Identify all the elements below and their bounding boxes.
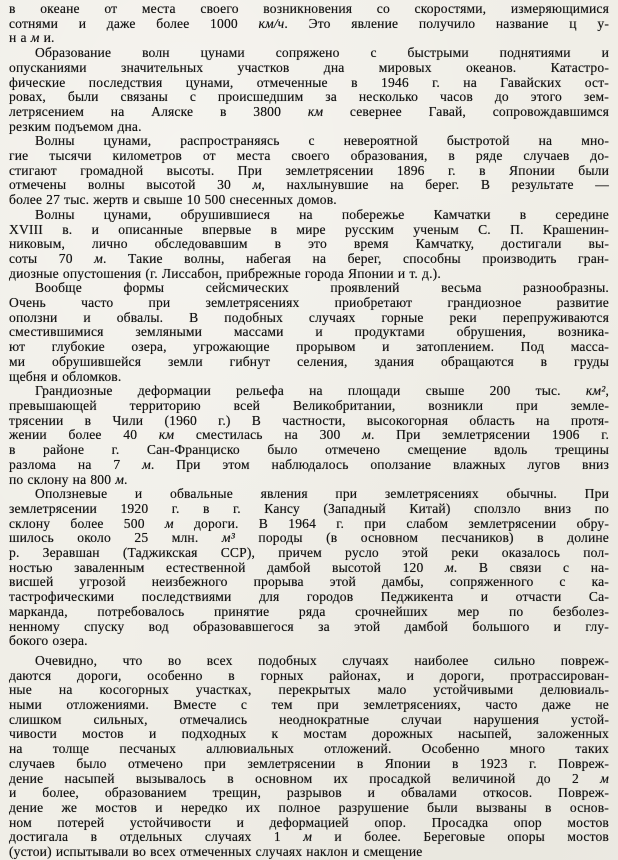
text-line: ми обрушившейся земли гибнут селения, здания обращаются в груды	[9, 353, 609, 369]
text-line: гие тысячи километров от места своего образования, в ряде случаев до-	[9, 148, 609, 164]
text-line: фические последствия цунами, отмеченные в 1946 г. на Гавайских ост-	[9, 74, 609, 90]
text-line: щебня и обломков.	[9, 368, 122, 384]
text-line: диозные опустошения (г. Лиссабон, прибрежные города Японии и т. д.).	[9, 265, 441, 281]
text-line: бокого озера.	[9, 633, 88, 649]
text-line: Волны цунами, обрушившиеся на побережье Камчатки в середине	[35, 206, 609, 222]
text-line: резким подъемом дна.	[9, 118, 142, 134]
text-line: трясении в Чили (1960 г.) В частности, высокогорная область на протя-	[9, 412, 609, 428]
text-line: дение же мостов и нередко их полное разрушение были вызваны в основ-	[9, 799, 609, 815]
text-line: висшей угрозой неизбежного прорыва этой дамбы, сопряженного с ка-	[9, 574, 609, 590]
text-line: сместившимися земляными массами и продуктами обрушения, возника-	[9, 324, 609, 340]
text-line: ные на косогорных участках, перекрытых мало устойчивыми делювиаль-	[9, 682, 609, 698]
text-line: стигают громадной высоты. При землетрясении 1896 г. в Японии были	[9, 162, 609, 178]
text-line: ют глубокие озера, угрожающие прорывом и затоплением. Под масса-	[9, 339, 609, 355]
text-line: в районе г. Сан-Франциско было отмечено смещение вдоль трещины	[9, 442, 609, 458]
text-line: Очень часто при землетрясениях приобретают грандиозное развитие	[9, 295, 609, 311]
text-line: даются дороги, особенно в горных районах, и дороги, протрассирован-	[9, 667, 609, 683]
text-line: марканда, потребовалось принятие ряда срочнейших мер по безболез-	[9, 603, 609, 619]
text-line: превышающей территорию всей Великобритании, возникли при земле-	[9, 397, 609, 413]
text-line: Грандиозные деформации рельефа на площади свыше 200 тыс. км²,	[35, 383, 609, 399]
text-line: н а м и.	[9, 30, 55, 46]
text-line: Вообще формы сейсмических проявлений весьма разнообразны.	[35, 280, 609, 296]
paragraph	[9, 208, 609, 282]
text-line: чивости мостов и подходных к мостам дорожных насыпей, заложенных	[9, 726, 609, 742]
text-line: Очевидно, что во всех подобных случаях наиболее сильно повреж-	[35, 652, 609, 668]
text-line: р. Зеравшан (Таджикская ССР), причем русло этой реки оказалось пол-	[9, 545, 609, 561]
text-line: ровах, были связаны с происшедшим за несколько часов до этого зем-	[9, 89, 609, 105]
text-line: более 27 тыс. жертв и свыше 10 500 снесенных домов.	[9, 192, 337, 208]
text-line: дение насыпей вызывалось в основном их просадкой величиной до 2 м	[9, 770, 609, 786]
text-line: по склону на 800 м.	[9, 471, 128, 487]
text-line: слишком сильных, отмечались неоднократные случаи нарушения устой-	[9, 711, 609, 727]
text-line: ненному спуску вод образовавшегося за этой дамбой большого и глу-	[9, 618, 609, 634]
text-line: Оползневые и обвальные явления при землетрясениях обычны. При	[35, 486, 609, 502]
text-line: отмечены волны высотой 30 м, нахлынувшие на берег. В результате —	[9, 177, 609, 193]
text-line: в океане от места своего возникновения со скоростями, измеряющимися	[9, 1, 609, 16]
text-line: XVIII в. и описанные впервые в мире русским ученым С. П. Крашенин-	[9, 221, 609, 237]
text-line: ностью заваленным естественной дамбой высотой 120 м. В связи с на-	[9, 559, 609, 575]
text-line: склону более 500 м дороги. В 1964 г. при слабом землетрясении обру-	[9, 515, 609, 531]
text-line: (устои) испытывали во всех отмеченных случаях наклон и смещение	[9, 844, 423, 860]
page-text	[9, 2, 609, 860]
text-line: случаев было отмечено при землетрясении в Японии в 1923 г. Повреж-	[9, 755, 609, 771]
text-line: опусканиями значительных участков дна мировых океанов. Катастро-	[9, 59, 609, 75]
text-line: жении более 40 км сместилась на 300 м. При землетрясении 1906 г.	[9, 427, 609, 443]
text-line: ными отложениями. Вместе с тем при землетрясениях, часто даже не	[9, 697, 609, 713]
text-line: Волны цунами, распространяясь с невероятной быстротой на мно-	[35, 133, 609, 149]
paragraph	[9, 281, 609, 384]
text-line: разлома на 7 м. При этом наблюдалось оползание влажных лугов вниз	[9, 456, 609, 472]
text-line: Образование волн цунами сопряжено с быстрыми поднятиями и	[35, 45, 609, 61]
text-line: никовым, лично обследовавшим в это время Камчатку, достигали вы-	[9, 236, 609, 252]
text-line: оползни и обвалы. В подобных случаях горные реки перепруживаются	[9, 309, 609, 325]
paragraph	[9, 487, 609, 649]
text-line: ном потерей устойчивости и деформацией опор. Просадка опор мостов	[9, 814, 609, 830]
paragraph	[9, 2, 609, 46]
paragraph	[9, 134, 609, 208]
text-line: соты 70 м. Такие волны, набегая на берег, способны производить гран-	[9, 250, 609, 266]
text-line: достигала в отдельных случаях 1 м и более. Береговые опоры мостов	[9, 829, 610, 845]
text-line: шилось около 25 млн. м³ породы (в основном песчаников) в долине	[9, 530, 609, 546]
paragraph	[9, 384, 609, 487]
text-line: сотнями и даже более 1000 км/ч. Это явление получило название ц у-	[9, 15, 609, 31]
text-line: и более, образованием трещин, разрывов и обвалами откосов. Повреж-	[9, 785, 609, 801]
text-line: землетрясении 1920 г. в г. Кансу (Западный Китай) сползло вниз по	[9, 500, 609, 516]
paragraph	[9, 46, 609, 134]
text-line: на толще песчаных аллювиальных отложений. Особенно много таких	[9, 741, 609, 757]
text-line: летрясением на Аляске в 3800 км севернее Гавай, сопровождавшимся	[9, 103, 609, 119]
paragraph	[9, 654, 609, 860]
text-line: тастрофическими последствиями для городов Педжикента и отчасти Са-	[9, 589, 609, 605]
